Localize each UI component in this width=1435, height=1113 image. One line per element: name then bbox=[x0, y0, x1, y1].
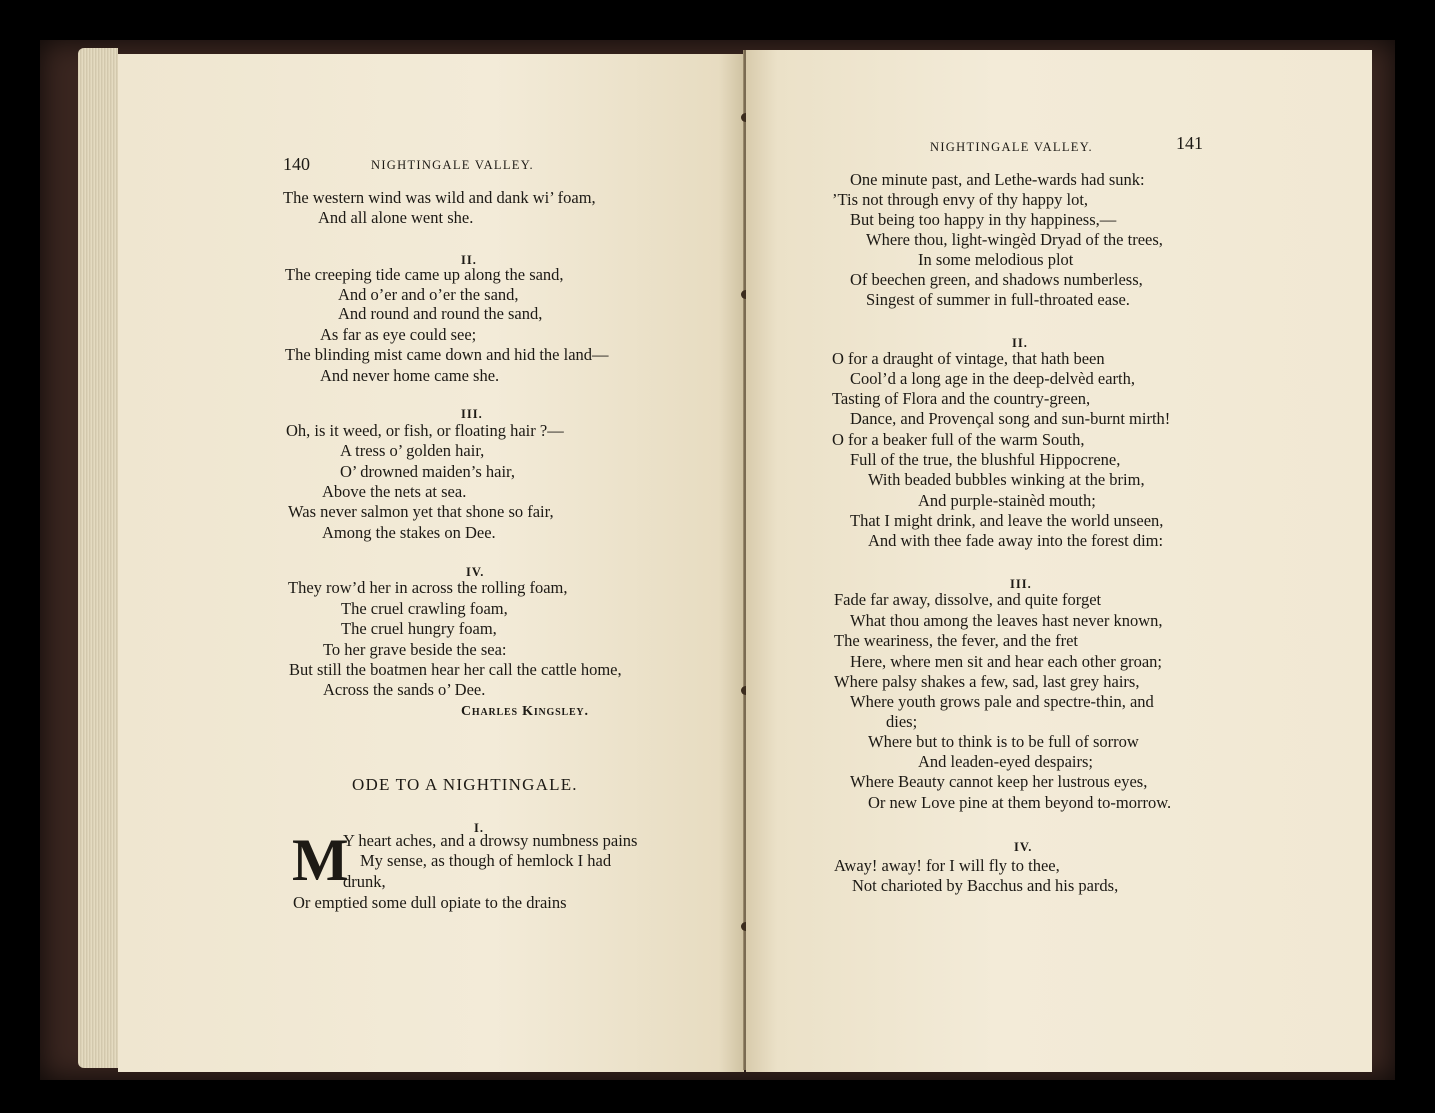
poem-line: Where thou, light-wingèd Dryad of the trees, bbox=[866, 230, 1163, 249]
section-number: I. bbox=[474, 821, 484, 835]
poem-line: That I might drink, and leave the world unseen, bbox=[850, 511, 1164, 530]
poem-line: The blinding mist came down and hid the land— bbox=[285, 345, 609, 364]
poem-line: Where palsy shakes a few, sad, last grey hairs, bbox=[834, 672, 1140, 691]
poem-line: What thou among the leaves hast never known, bbox=[850, 611, 1163, 630]
poem-line: But being too happy in thy happiness,— bbox=[850, 210, 1117, 229]
poem-line: Across the sands o’ Dee. bbox=[323, 680, 486, 699]
poem-line: Not charioted by Bacchus and his pards, bbox=[852, 876, 1119, 895]
poem-line: The creeping tide came up along the sand, bbox=[285, 265, 564, 284]
poem-line: Full of the true, the blushful Hippocrene, bbox=[850, 450, 1121, 469]
poem-line: Dance, and Provençal song and sun-burnt mirth! bbox=[850, 409, 1171, 428]
poem-line: And round and round the sand, bbox=[338, 304, 543, 323]
poem-line: O for a draught of vintage, that hath been bbox=[832, 349, 1105, 368]
poem-line: And o’er and o’er the sand, bbox=[338, 285, 519, 304]
poem-line: Tasting of Flora and the country-green, bbox=[832, 389, 1091, 408]
poem-line: O’ drowned maiden’s hair, bbox=[340, 462, 515, 481]
poem-line: In some melodious plot bbox=[918, 250, 1074, 269]
poem-line: Among the stakes on Dee. bbox=[322, 523, 496, 542]
poem-line: My sense, as though of hemlock I had bbox=[360, 851, 612, 870]
section-number: III. bbox=[1010, 577, 1032, 591]
poem-line: And leaden-eyed despairs; bbox=[918, 752, 1094, 771]
poem-line: To her grave beside the sea: bbox=[323, 640, 507, 659]
poem-line: Cool’d a long age in the deep-delvèd earth, bbox=[850, 369, 1135, 388]
poem-line: And all alone went she. bbox=[318, 208, 474, 227]
poem-line: They row’d her in across the rolling foam, bbox=[288, 578, 568, 597]
poem-line: Fade far away, dissolve, and quite forget bbox=[834, 590, 1102, 609]
poem-line: Or emptied some dull opiate to the drains bbox=[293, 893, 567, 912]
right-page-number: 141 bbox=[1176, 133, 1203, 153]
poem-title: ODE TO A NIGHTINGALE. bbox=[352, 775, 578, 794]
section-number: II. bbox=[461, 253, 477, 267]
poem-line: Or new Love pine at them beyond to-morrow. bbox=[868, 793, 1172, 812]
poem-line: Away! away! for I will fly to thee, bbox=[834, 856, 1060, 875]
poem-line: Where but to think is to be full of sorrow bbox=[868, 732, 1139, 751]
poem-line: The western wind was wild and dank wi’ foam, bbox=[283, 188, 596, 207]
poem-line: drunk, bbox=[343, 872, 386, 891]
left-page-number: 140 bbox=[283, 154, 310, 174]
right-running-header: NIGHTINGALE VALLEY. bbox=[930, 140, 1093, 154]
poem-line: O for a beaker full of the warm South, bbox=[832, 430, 1085, 449]
poem-line: Was never salmon yet that shone so fair, bbox=[288, 502, 554, 521]
poem-line: Here, where men sit and hear each other groan; bbox=[850, 652, 1162, 671]
left-running-header: NIGHTINGALE VALLEY. bbox=[371, 158, 534, 172]
page-edges bbox=[78, 48, 118, 1068]
poem-line: A tress o’ golden hair, bbox=[340, 441, 485, 460]
poem-line: The weariness, the fever, and the fret bbox=[834, 631, 1078, 650]
poem-line: Oh, is it weed, or fish, or floating hair ?— bbox=[286, 421, 564, 440]
poem-line: Of beechen green, and shadows numberless, bbox=[850, 270, 1143, 289]
poem-line: With beaded bubbles winking at the brim, bbox=[868, 470, 1145, 489]
drop-cap: M bbox=[292, 827, 349, 893]
poem-line: And never home came she. bbox=[320, 366, 500, 385]
poem-line: The cruel hungry foam, bbox=[341, 619, 497, 638]
poem-line: And purple-stainèd mouth; bbox=[918, 491, 1096, 510]
poem-line: Singest of summer in full-throated ease. bbox=[866, 290, 1130, 309]
poem-line: Where youth grows pale and spectre-thin, and bbox=[850, 692, 1154, 711]
poem-line: But still the boatmen hear her call the cattle home, bbox=[289, 660, 622, 679]
poem-line: As far as eye could see; bbox=[320, 325, 477, 344]
section-number: II. bbox=[1012, 336, 1028, 350]
poem-line: And with thee fade away into the forest dim: bbox=[868, 531, 1164, 550]
poem-line: The cruel crawling foam, bbox=[341, 599, 508, 618]
poem-line: Where Beauty cannot keep her lustrous eyes, bbox=[850, 772, 1148, 791]
section-number: IV. bbox=[1014, 840, 1033, 854]
poem-line: Above the nets at sea. bbox=[322, 482, 467, 501]
section-number: IV. bbox=[466, 565, 485, 579]
section-number: III. bbox=[461, 407, 483, 421]
poem-line: One minute past, and Lethe-wards had sunk: bbox=[850, 170, 1145, 189]
poem-line: Y heart aches, and a drowsy numbness pains bbox=[343, 831, 638, 850]
author-attribution: Charles Kingsley. bbox=[461, 704, 589, 719]
poem-line: dies; bbox=[886, 712, 918, 731]
poem-line: ’Tis not through envy of thy happy lot, bbox=[832, 190, 1089, 209]
